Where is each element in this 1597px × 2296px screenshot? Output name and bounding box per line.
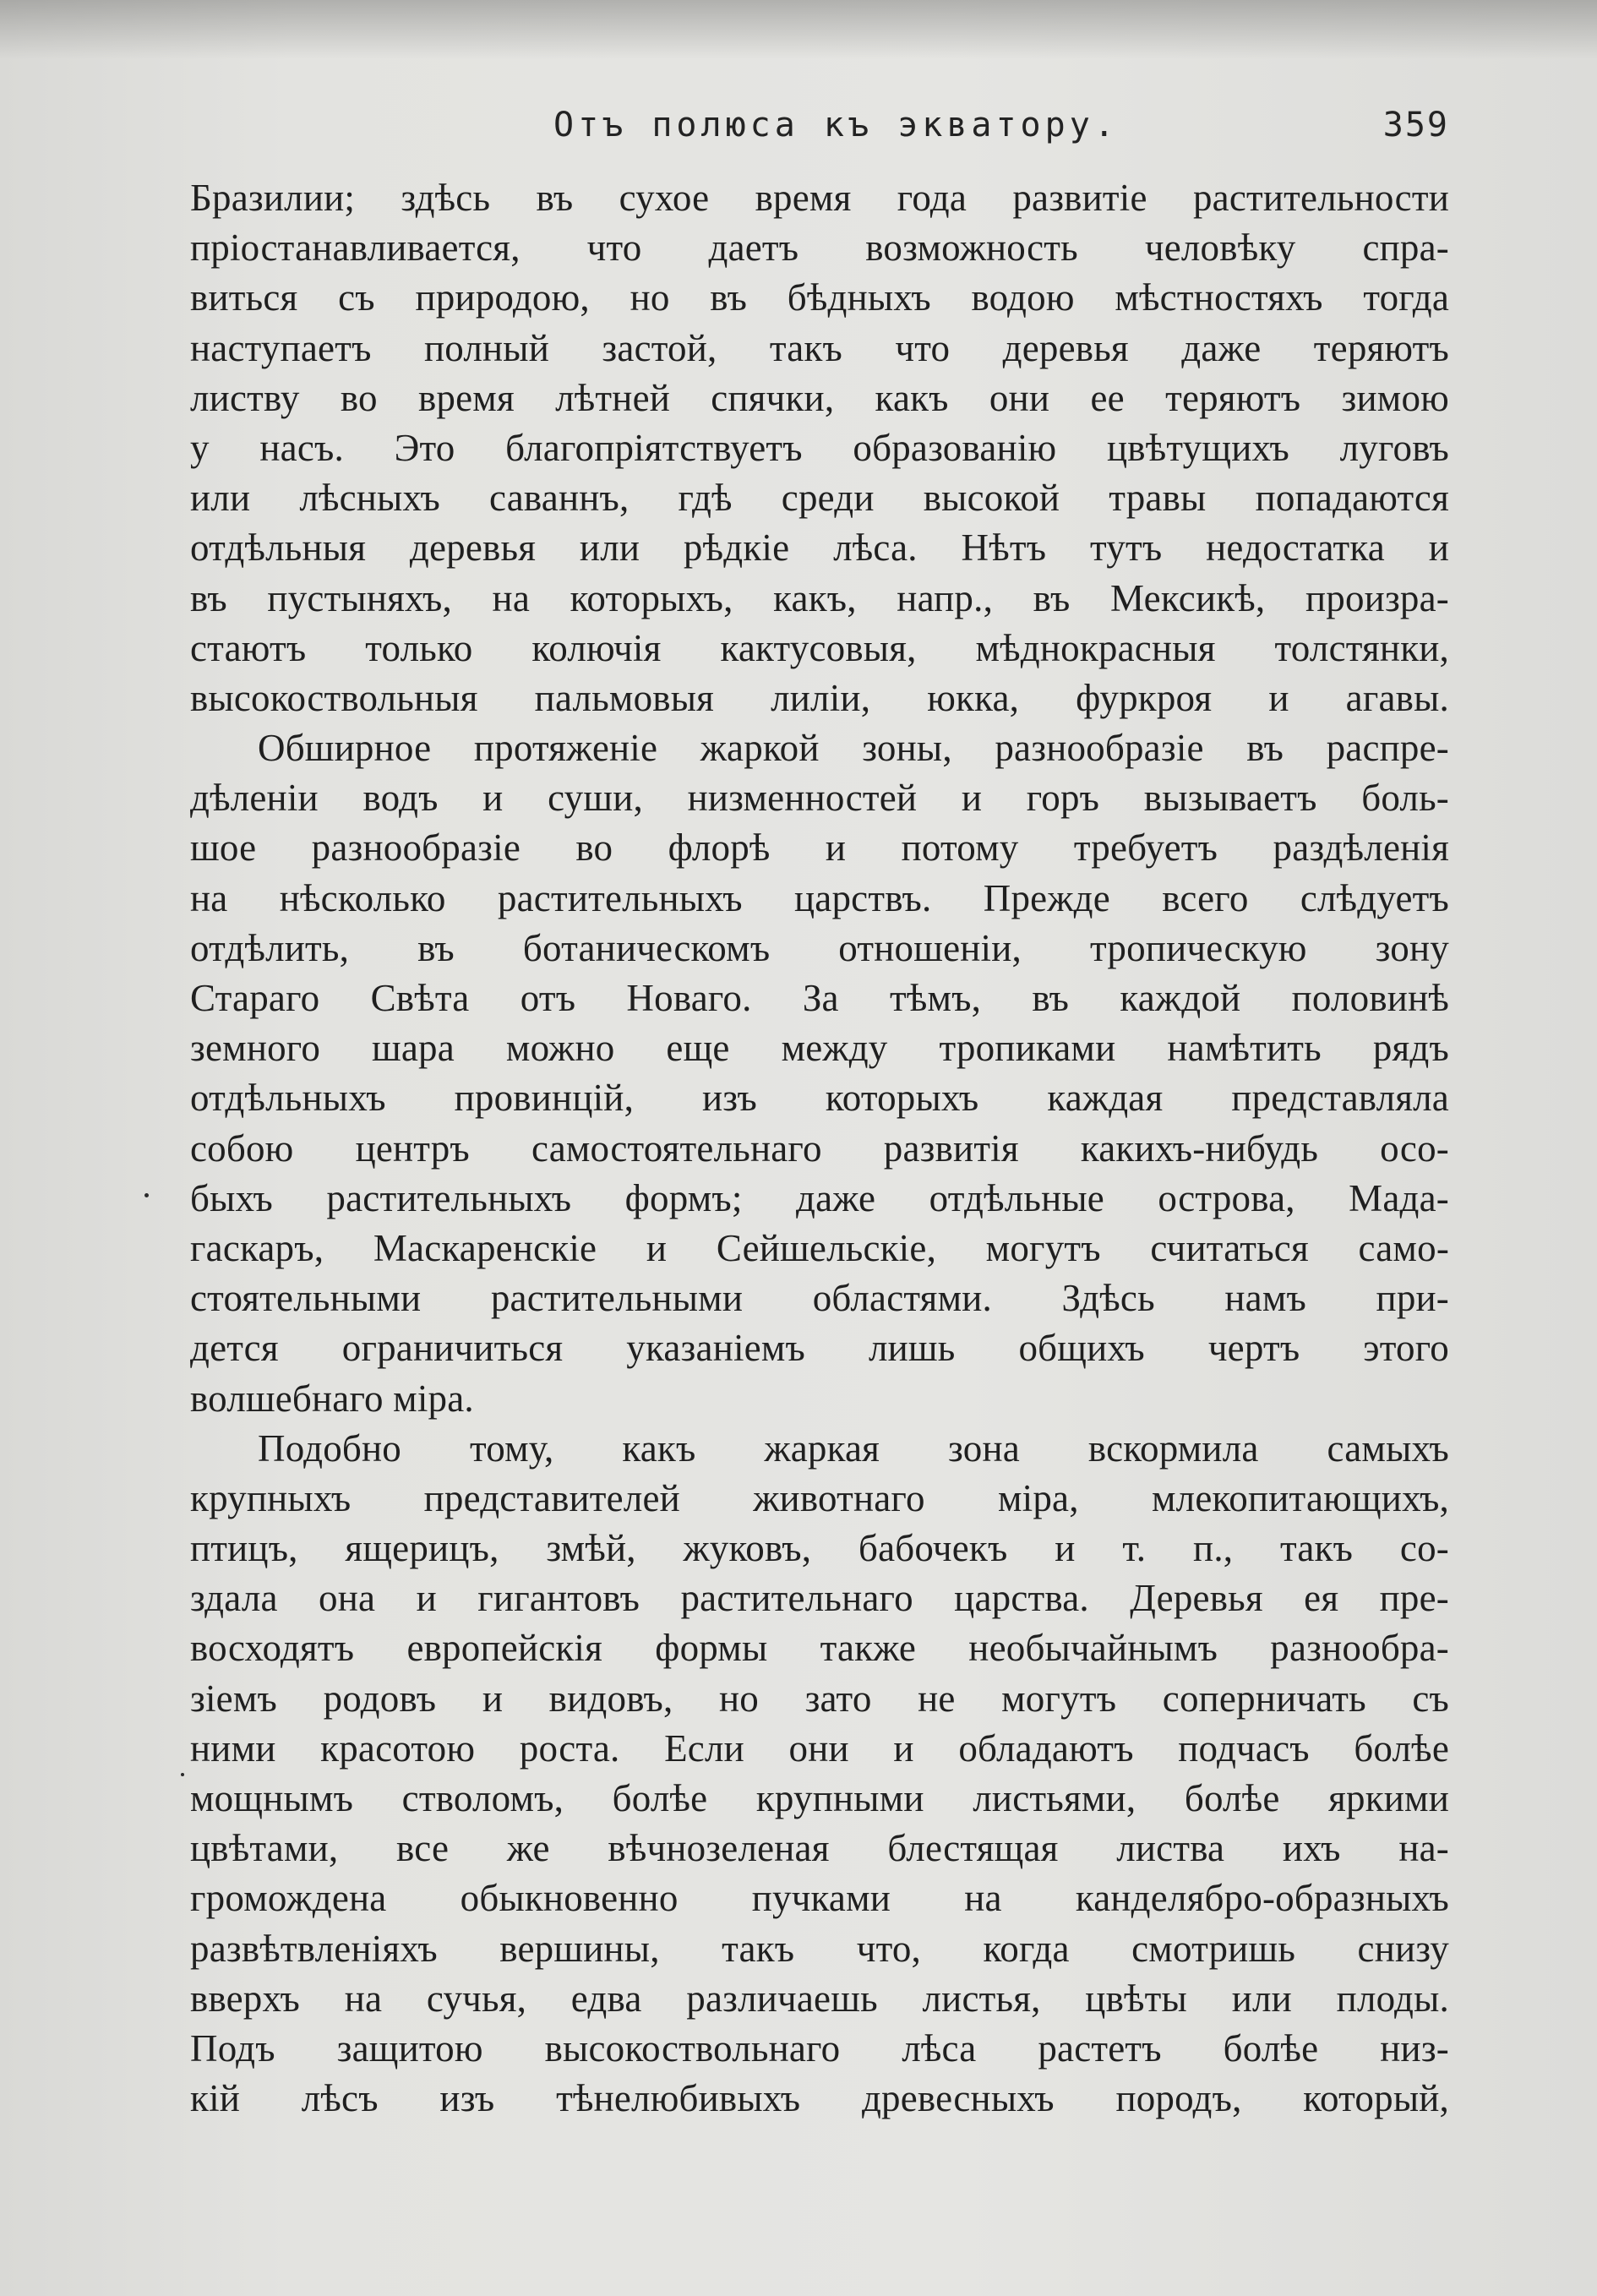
running-head	[190, 106, 1449, 156]
text-line: Бразилии; здѣсь въ сухое время года развитіе растительности	[190, 177, 1449, 219]
text-line: кій лѣсъ изъ тѣнелюбивыхъ древесныхъ породъ, который,	[190, 2077, 1449, 2120]
text-line: стаютъ только колючія кактусовыя, мѣднокрасныя толстянки,	[190, 626, 1449, 669]
text-line: у насъ. Это благопріятствуетъ образованію цвѣтущихъ луговъ	[190, 426, 1449, 469]
text-line: Стараго Свѣта отъ Новаго. За тѣмъ, въ каждой половинѣ	[190, 977, 1449, 1019]
text-line: восходятъ европейскія формы также необычайнымъ разнообра-	[190, 1627, 1449, 1670]
ink-speck	[144, 1193, 149, 1197]
text-line: наступаетъ полный застой, такъ что деревья даже теряютъ	[190, 326, 1449, 369]
text-line: на нѣсколько растительныхъ царствъ. Прежде всего слѣдуетъ	[190, 876, 1449, 919]
text-line: отдѣльныя деревья или рѣдкіе лѣса. Нѣтъ тутъ недостатка и	[190, 526, 1449, 570]
text-line: листву во время лѣтней спячки, какъ они ее теряютъ зимою	[190, 376, 1449, 419]
ink-speck	[181, 1773, 184, 1776]
text-line: здала она и гигантовъ растительнаго царства. Деревья ея пре-	[190, 1577, 1449, 1620]
text-line: пріостанавливается, что даетъ возможность человѣку спра-	[190, 226, 1449, 270]
body-text	[190, 173, 1449, 2124]
text-line: отдѣльныхъ провинцій, изъ которыхъ каждая представляла	[190, 1077, 1449, 1120]
page-number: 359	[1382, 106, 1449, 145]
text-line: собою центръ самостоятельнаго развитія какихъ-нибудь осо-	[190, 1126, 1449, 1170]
page-top-shadow	[0, 0, 1597, 59]
text-line: отдѣлить, въ ботаническомъ отношеніи, тропическую зону	[190, 926, 1449, 969]
text-line: Подъ защитою высокоствольнаго лѣса растетъ болѣе низ-	[190, 2026, 1449, 2070]
text-line: гаскаръ, Маскаренскіе и Сейшельскіе, могутъ считаться само-	[190, 1226, 1449, 1269]
text-line: земного шара можно еще между тропиками намѣтить рядъ	[190, 1027, 1449, 1070]
text-line: Подобно тому, какъ жаркая зона вскормила самыхъ	[258, 1426, 1449, 1470]
text-line: быхъ растительныхъ формъ; даже отдѣльные острова, Мада-	[190, 1176, 1449, 1219]
text-line: громождена обыкновенно пучками на канделябро-образныхъ	[190, 1877, 1449, 1920]
text-line: развѣтвленіяхъ вершины, такъ что, когда смотришь снизу	[190, 1927, 1449, 1970]
text-line: шое разнообразіе во флорѣ и потому требуетъ раздѣленія	[190, 826, 1449, 870]
running-title: Отъ полюса къ экватору.	[553, 106, 1119, 145]
text-line: виться съ природою, но въ бѣдныхъ водою мѣстностяхъ тогда	[190, 276, 1449, 319]
text-line: волшебнаго міра.	[190, 1377, 474, 1420]
text-line: птицъ, ящерицъ, змѣй, жуковъ, бабочекъ и т. п., такъ со-	[190, 1527, 1449, 1570]
text-line: Обширное протяженіе жаркой зоны, разнообразіе въ распре-	[258, 727, 1449, 770]
text-line: цвѣтами, все же вѣчнозеленая блестящая листва ихъ на-	[190, 1827, 1449, 1870]
text-line: въ пустыняхъ, на которыхъ, какъ, напр., въ Мексикѣ, произра-	[190, 576, 1449, 619]
text-line: стоятельными растительными областями. Здѣсь намъ при-	[190, 1277, 1449, 1320]
text-line: зіемъ родовъ и видовъ, но зато не могутъ соперничать съ	[190, 1677, 1449, 1720]
text-line: или лѣсныхъ саваннъ, гдѣ среди высокой травы попадаются	[190, 477, 1449, 520]
text-line: крупныхъ представителей животнаго міра, млекопитающихъ,	[190, 1476, 1449, 1519]
text-line: дется ограничиться указаніемъ лишь общихъ чертъ этого	[190, 1327, 1449, 1370]
text-line: высокоствольныя пальмовыя лиліи, юкка, фуркроя и агавы.	[190, 676, 1449, 719]
text-line: вверхъ на сучья, едва различаешь листья, цвѣты или плоды.	[190, 1977, 1449, 2020]
text-line: мощнымъ стволомъ, болѣе крупными листьями, болѣе яркими	[190, 1777, 1449, 1819]
text-line: ними красотою роста. Если они и обладаютъ подчасъ болѣе	[190, 1726, 1449, 1770]
text-line: дѣленіи водъ и суши, низменностей и горъ вызываетъ боль-	[190, 777, 1449, 820]
